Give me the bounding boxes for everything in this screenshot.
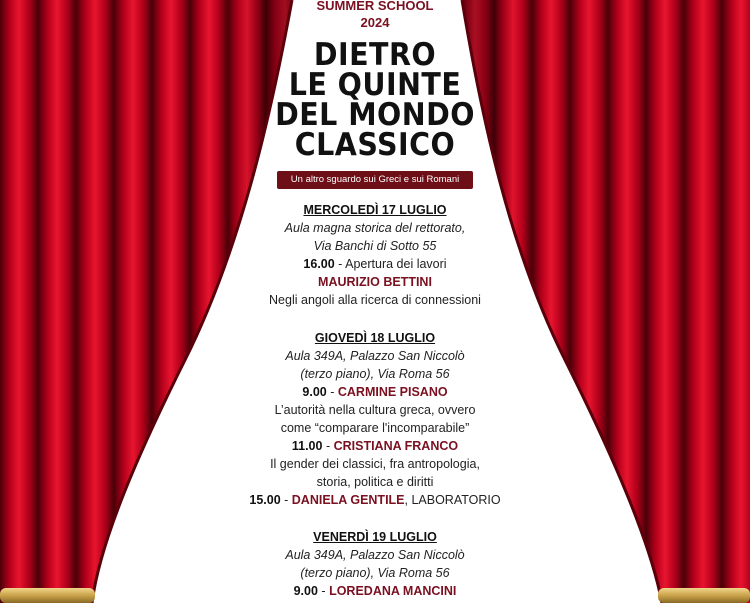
event-separator: - bbox=[326, 385, 338, 399]
event-separator: - bbox=[317, 584, 330, 598]
venue-line: Aula magna storica del rettorato, bbox=[284, 221, 466, 235]
talk-title: Il gender dei classici, fra antropologia, bbox=[270, 457, 480, 471]
title-line: DEL MONDO bbox=[275, 97, 475, 133]
event-time: 15.00 bbox=[249, 493, 281, 507]
event-time: 9.00 bbox=[302, 385, 327, 399]
speaker-name: CRISTIANA FRANCO bbox=[333, 439, 459, 453]
event-text: Apertura dei lavori bbox=[345, 257, 447, 271]
event-separator: - bbox=[322, 439, 334, 453]
event-separator: - bbox=[334, 257, 346, 271]
venue-line: Aula 349A, Palazzo San Niccolò bbox=[285, 548, 465, 562]
subtitle-badge: Un altro sguardo sui Greci e sui Romani bbox=[277, 171, 473, 189]
right-rope bbox=[658, 588, 750, 603]
talk-title: storia, politica e diritti bbox=[316, 475, 434, 489]
title-line: LE QUINTE bbox=[288, 67, 462, 103]
speaker-name: CARMINE PISANO bbox=[337, 385, 448, 399]
speaker-name: MAURIZIO BETTINI bbox=[318, 275, 432, 289]
event-time: 16.00 bbox=[303, 257, 335, 271]
venue-line: Aula 349A, Palazzo San Niccolò bbox=[285, 349, 465, 363]
event-time: 9.00 bbox=[293, 584, 318, 598]
title-line: CLASSICO bbox=[294, 127, 456, 163]
event-suffix: , LABORATORIO bbox=[404, 493, 501, 507]
venue-line: (terzo piano), Via Roma 56 bbox=[300, 566, 450, 580]
day-date: VENERDÌ 19 LUGLIO bbox=[313, 530, 437, 544]
talk-title: L’autorità nella cultura greca, ovvero bbox=[274, 403, 476, 417]
speaker-name: LOREDANA MANCINI bbox=[329, 584, 457, 598]
event-separator: - bbox=[280, 493, 292, 507]
venue-line: Via Banchi di Sotto 55 bbox=[313, 239, 437, 253]
talk-title: come “comparare l'incomparabile” bbox=[280, 421, 470, 435]
title-line: DIETRO bbox=[313, 37, 437, 73]
event-time: 11.00 bbox=[291, 439, 323, 453]
left-rope bbox=[0, 588, 95, 603]
venue-line: (terzo piano), Via Roma 56 bbox=[300, 367, 450, 381]
speaker-name: DANIELA GENTILE bbox=[291, 493, 405, 507]
day-date: MERCOLEDÌ 17 LUGLIO bbox=[303, 203, 447, 217]
year-label: 2024 bbox=[360, 15, 390, 30]
talk-title: Negli angoli alla ricerca di connessioni bbox=[269, 293, 481, 307]
summer-school-label: SUMMER SCHOOL bbox=[316, 0, 434, 13]
day-date: GIOVEDÌ 18 LUGLIO bbox=[314, 331, 436, 345]
